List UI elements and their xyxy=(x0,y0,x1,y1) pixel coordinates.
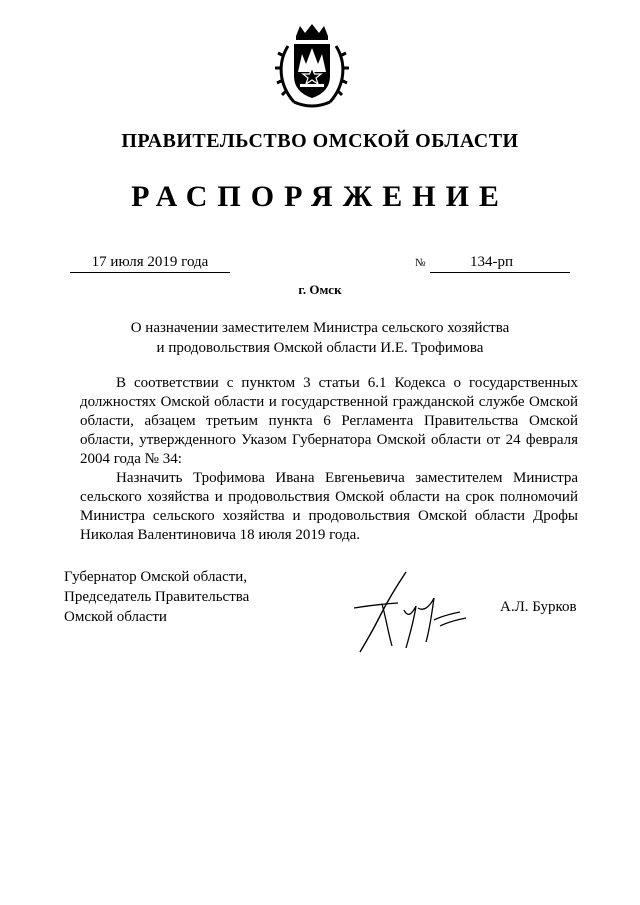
signer-title xyxy=(64,567,304,627)
subject-line: О назначении заместителем Министра сельского хозяйства xyxy=(130,320,510,336)
document-type: РАСПОРЯЖЕНИЕ xyxy=(131,180,509,213)
handwritten-signature xyxy=(352,568,484,656)
coat-of-arms-icon xyxy=(274,22,350,110)
signer-title-line: Губернатор Омской области, xyxy=(64,569,248,585)
city: г. Омск xyxy=(298,282,342,297)
body-paragraph: В соответствии с пунктом 3 статьи 6.1 Кодекса о государственных должностях Омской области и государственной гражданской службе Омской области, абзацем третьим пункта 6 Регламента Правительства Омской области, утвержденного Указом Губернатора Омской области от 24 февраля 2004 года № 34: xyxy=(80,375,578,467)
body-paragraph: Назначить Трофимова Ивана Евгеньевича заместителем Министра сельского хозяйства и продовольствия Омской области на срок полномочий Министра сельского хозяйства и продовольствия Омской области Дрофы Николая Валентиновича 18 июля 2019 года. xyxy=(80,470,578,543)
signer-name: А.Л. Бурков xyxy=(500,599,577,615)
signer-title-line: Председатель Правительства xyxy=(64,589,250,605)
document-number-field xyxy=(430,254,570,273)
organization-name: ПРАВИТЕЛЬСТВО ОМСКОЙ ОБЛАСТИ xyxy=(121,130,519,152)
number-sign: № xyxy=(415,257,426,269)
document-subject xyxy=(100,318,540,358)
document-date: 17 июля 2019 года xyxy=(70,254,230,273)
document-number: 134-рп xyxy=(470,254,514,270)
document-body xyxy=(80,374,578,545)
subject-line: и продовольствия Омской области И.Е. Трофимова xyxy=(156,340,484,356)
signer-title-line: Омской области xyxy=(64,609,167,625)
